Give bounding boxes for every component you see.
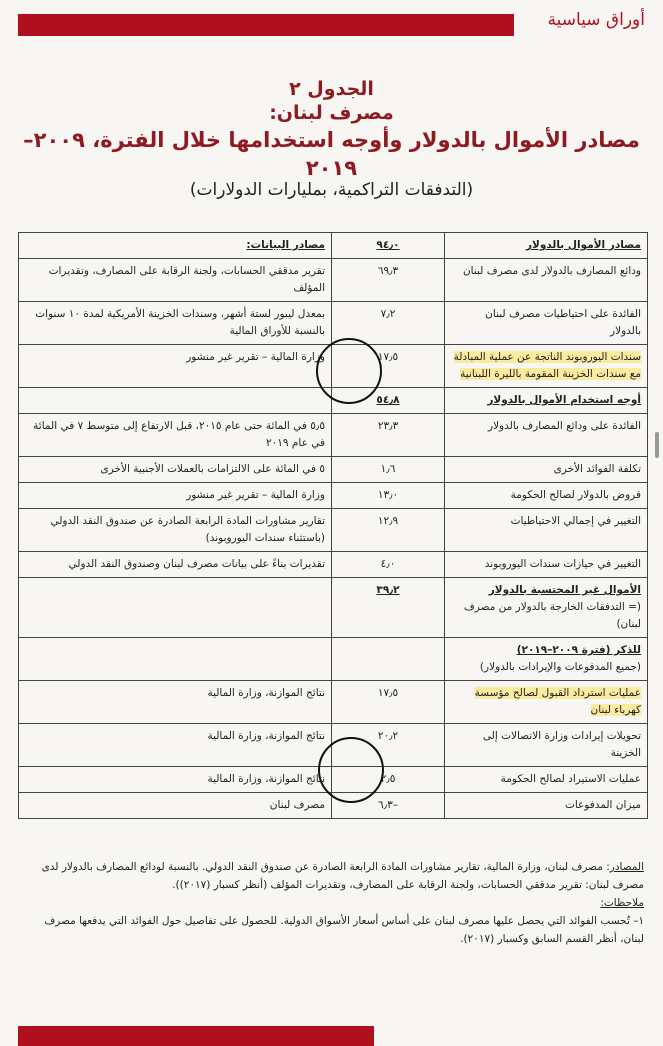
table-number: الجدول ٢ <box>289 78 374 100</box>
memo-header-row <box>19 638 648 681</box>
table-row: قروض بالدولار لصالح الحكومة ١٣٫٠ وزارة المالية – تقرير غير منشور <box>19 483 648 509</box>
table-row: التغيير في إجمالي الاحتياطيات ١٢٫٩ تقارير مشاورات المادة الرابعة الصادرة عن صندوق النقد الدولي (باستثناء سندات اليوروبوند) <box>19 509 648 552</box>
red-header-bar <box>18 14 514 36</box>
scrollbar-thumb[interactable] <box>655 432 659 458</box>
uses-total: ٥٤٫٨ <box>332 388 445 414</box>
data-sources-header: مصادر البيانات: <box>19 233 332 259</box>
sources-note <box>18 858 644 894</box>
unaccounted-row <box>19 578 648 638</box>
table-row: ودائع المصارف بالدولار لدى مصرف لبنان ٦٩٫٣ تقرير مدققي الحسابات، ولجنة الرقابة على المصارف، وتقديرات المؤلف <box>19 259 648 302</box>
sources-label: المصادر <box>609 861 644 873</box>
note-1: ١– تُحسب الفوائد التي يحصل عليها مصرف لبنان على أساس أسعار الأسواق الدولية. للحصول على تفاصيل حول الفوائد التي يدفعها مصرف لبنان، أنظر القسم السابق وكسبار (٢٠١٧). <box>44 915 644 945</box>
unaccounted-label: الأموال غير المحتسبة بالدولار <box>488 584 641 596</box>
table-row: سندات اليوروبوند الناتجة عن عملية المبادلة مع سندات الخزينة المقومة بالليرة اللبنانية ١٧٫٥ وزارة المالية – تقرير غير منشور <box>19 345 648 388</box>
unaccounted-note: (= التدفقات الخارجة بالدولار من مصرف لبنان) <box>463 601 641 630</box>
table-row: تكلفة الفوائد الأخرى ١٫٦ ٥ في المائة على الالتزامات بالعملات الأجنبية الأخرى <box>19 457 648 483</box>
sources-text: : مصرف لبنان، وزارة المالية، تقارير مشاورات المادة الرابعة الصادرة عن صندوق النقد الدولي. بالنسبة لودائع المصارف بالدولار لدى مصرف لبنان: تقرير مدققي الحسابات، ولجنة الرقابة على المصارف، وتقديرات المؤلف (أنظر كسبار (٢٠١٧)). <box>41 861 644 891</box>
table-row: التغيير في حيازات سندات اليوروبوند ٤٫٠ تقديرات بناءً على بيانات مصرف لبنان وصندوق النقد الدولي <box>19 552 648 578</box>
uses-header-row <box>19 388 648 414</box>
table-row: الفائدة على احتياطيات مصرف لبنان بالدولار ٧٫٢ بمعدل ليبور لستة أشهر، وسندات الخزينة الأمريكية لمدة ١٠ سنوات بالنسبة للأوراق المالية <box>19 302 648 345</box>
sources-total: ٩٤٫٠ <box>332 233 445 259</box>
highlighted-eurobond-swap: سندات اليوروبوند الناتجة عن عملية المبادلة مع سندات الخزينة المقومة بالليرة اللبنانية <box>453 351 641 380</box>
remarks-label: ملاحظات: <box>600 897 644 909</box>
memo-title: للذكر (فترة ٢٠٠٩–٢٠١٩) <box>516 644 641 656</box>
sources-header-row <box>19 233 648 259</box>
table-row: ميزان المدفوعات –٦٫٣ مصرف لبنان <box>19 793 648 819</box>
table-row: عمليات الاستيراد لصالح الحكومة ٢٫٥ نتائج الموازنة، وزارة المالية <box>19 767 648 793</box>
table-titles <box>20 78 643 182</box>
sources-header-item: مصادر الأموال بالدولار <box>445 233 648 259</box>
funds-table <box>18 232 648 819</box>
table-row: الفائدة على ودائع المصارف بالدولار ٢٣٫٣ ٥٫٥ في المائة حتى عام ٢٠١٥، قبل الارتفاع إلى متوسط ٧ في المائة في عام ٢٠١٩ <box>19 414 648 457</box>
notes-section <box>18 858 644 948</box>
top-banner <box>0 0 663 44</box>
highlighted-edl-transfers: عمليات استرداد القبول لصالح مؤسسة كهرباء لبنان <box>474 687 641 716</box>
table-row: عمليات استرداد القبول لصالح مؤسسة كهرباء لبنان ١٧٫٥ نتائج الموازنة، وزارة المالية <box>19 681 648 724</box>
table-row: تحويلات إيرادات وزارة الاتصالات إلى الخزينة ٢٠٫٢ نتائج الموازنة، وزارة المالية <box>19 724 648 767</box>
unaccounted-total: ٣٩٫٢ <box>332 578 445 638</box>
memo-note: (جميع المدفوعات والإيرادات بالدولار) <box>479 661 641 673</box>
red-footer-bar <box>18 1026 374 1046</box>
table-subtitle: (التدفقات التراكمية، بمليارات الدولارات) <box>189 180 474 200</box>
bank-title: مصرف لبنان: <box>269 102 394 124</box>
main-title: مصادر الأموال بالدولار وأوجه استخدامها خلال الفترة، ٢٠٠٩–٢٠١٩ <box>23 128 640 180</box>
uses-header-item: أوجه استخدام الأموال بالدولار <box>445 388 648 414</box>
publication-brand: أوراق سياسية <box>547 10 645 30</box>
